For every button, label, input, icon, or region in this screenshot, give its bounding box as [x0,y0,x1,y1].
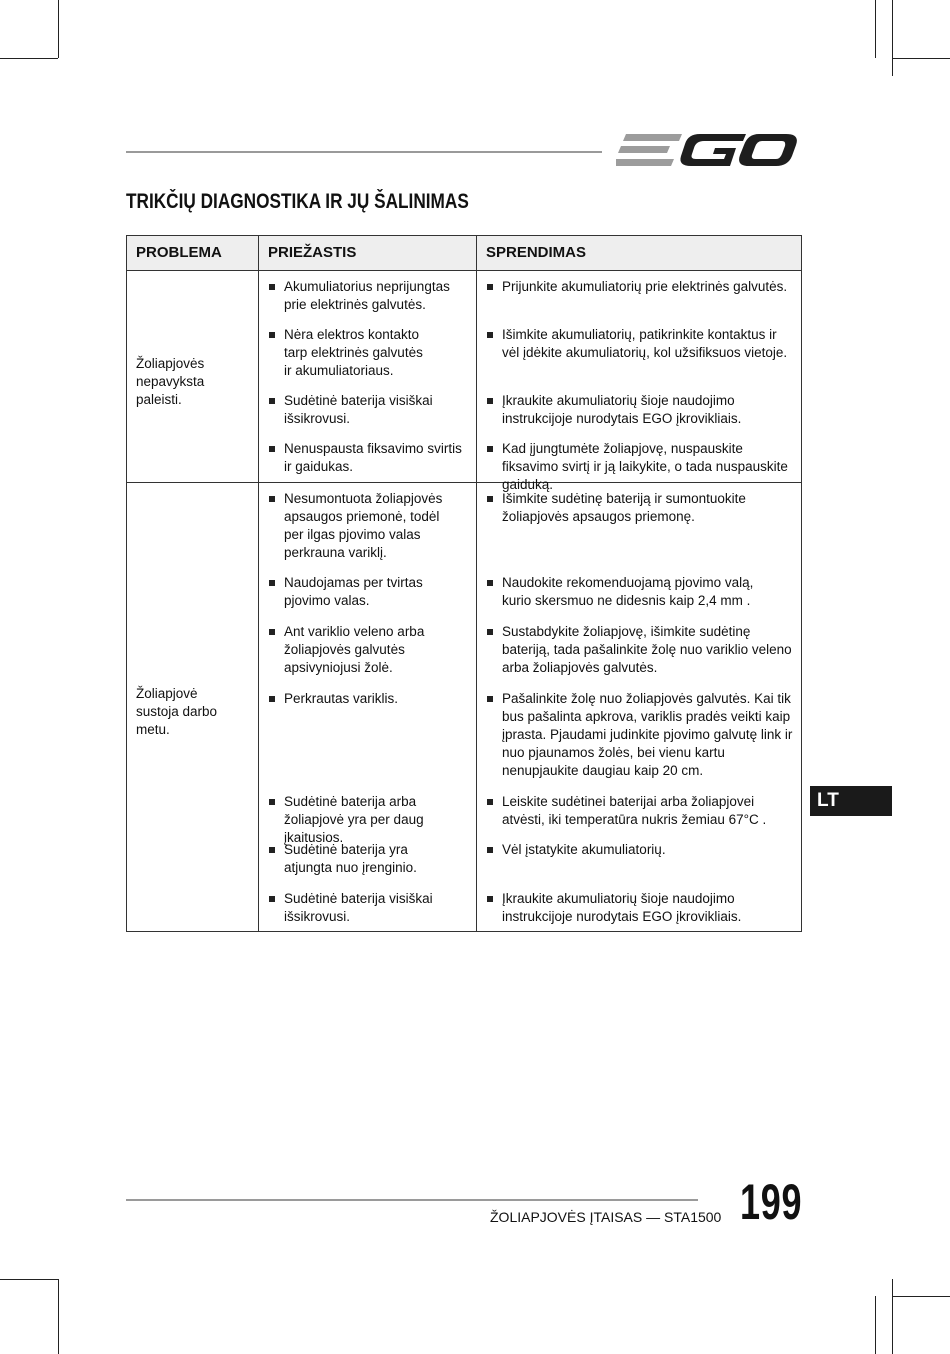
bullet-icon [269,332,275,338]
crop-mark [892,58,950,59]
solution-item: Įkraukite akumuliatorių šioje naudojimo instrukcijoje nurodytais EGO įkrovikliais. [477,385,801,433]
solution-cell [477,271,802,492]
bullet-icon [487,896,493,902]
crop-mark [875,0,876,58]
cause-item: Perkrautas variklis. [259,683,476,786]
bullet-icon [487,332,493,338]
bullet-icon [269,446,275,452]
solution-item: Naudokite rekomenduojamą pjovimo valą, kurio skersmuo ne didesnis kaip 2,4 mm . [477,567,801,616]
footer-product-title: ŽOLIAPJOVĖS ĮTAISAS — STA1500 [490,1209,722,1225]
cause-item: Sudėtinė baterija yra atjungta nuo įrenginio. [259,834,476,883]
bullet-icon [487,799,493,805]
solution-item: Išimkite sudėtinę bateriją ir sumontuokite žoliapjovės apsaugos priemonę. [477,483,801,567]
problem-cell: Žoliapjovės nepavyksta paleisti. [127,271,259,483]
solution-item: Leiskite sudėtinei baterijai arba žoliapjovei atvėsti, iki temperatūra nukris žemiau 67°C . [477,786,801,834]
solution-item: Vėl įstatykite akumuliatorių. [477,834,801,883]
problem-cell: Žoliapjovė sustoja darbo metu. [127,483,259,932]
bullet-icon [487,629,493,635]
page-number: 199 [740,1174,803,1230]
footer-rule [126,1199,698,1201]
solution-item: Įkraukite akumuliatorių šioje naudojimo instrukcijoje nurodytais EGO įkrovikliais. [477,883,801,931]
bullet-icon [487,580,493,586]
solution-cell [477,483,802,932]
crop-mark [58,1279,59,1354]
cause-item: Sudėtinė baterija visiškai išsikrovusi. [259,385,476,433]
crop-mark [0,1279,58,1280]
bullet-icon [269,896,275,902]
cause-item: Akumuliatorius neprijungtas prie elektrinės galvutės. [259,271,476,319]
cause-item: Nenuspausta fiksavimo svirtis ir gaidukas. [259,433,476,482]
ego-logo [616,128,800,172]
bullet-icon [487,398,493,404]
solution-item: Prijunkite akumuliatorių prie elektrinės galvutės. [477,271,801,319]
table-row [127,483,802,932]
bullet-icon [487,446,493,452]
bullet-icon [487,847,493,853]
bullet-icon [269,398,275,404]
column-header-problem: PROBLEMA [127,236,259,271]
cause-item: Ant variklio veleno arba žoliapjovės galvutės apsivyniojusi žolė. [259,616,476,683]
column-header-solution: SPRENDIMAS [477,236,802,271]
crop-mark [892,1296,950,1297]
cause-item: Naudojamas per tvirtas pjovimo valas. [259,567,476,616]
cause-cell [259,271,477,483]
cause-item: Sudėtinė baterija visiškai išsikrovusi. [259,883,476,931]
cause-item: Nesumontuota žoliapjovės apsaugos priemonė, todėl per ilgas pjovimo valas perkrauna variklį. [259,483,476,567]
cause-cell [259,483,477,932]
crop-mark [892,0,893,76]
solution-item: Kad įjungtumėte žoliapjovę, nuspauskite fiksavimo svirtį ir ją laikykite, o tada nuspauskite gaiduką. [477,433,801,482]
bullet-icon [269,696,275,702]
cause-item: Nėra elektros kontakto tarp elektrinės galvutės ir akumuliatoriaus. [259,319,476,385]
bullet-icon [487,284,493,290]
cause-item: Sudėtinė baterija arba žoliapjovė yra per daug įkaitusios. [259,786,476,834]
crop-mark [58,0,59,58]
solution-item: Išimkite akumuliatorių, patikrinkite kontaktus ir vėl įdėkite akumuliatorių, kol užsifiksuos vietoje. [477,319,801,385]
crop-mark [0,58,58,59]
troubleshooting-table [126,235,802,932]
crop-mark [875,1296,876,1354]
header-rule [126,151,602,153]
table-header-row [127,236,802,271]
language-tab: LT [810,786,892,816]
bullet-icon [487,496,493,502]
page-title: TRIKČIŲ DIAGNOSTIKA IR JŲ ŠALINIMAS [126,190,469,213]
column-header-cause: PRIEŽASTIS [259,236,477,271]
bullet-icon [269,629,275,635]
table-row [127,271,802,483]
bullet-icon [487,696,493,702]
bullet-icon [269,847,275,853]
bullet-icon [269,284,275,290]
bullet-icon [269,580,275,586]
solution-item: Sustabdykite žoliapjovę, išimkite sudėtinę bateriją, tada pašalinkite žolę nuo variklio veleno arba žoliapjovės galvutės. [477,616,801,683]
crop-mark [892,1279,893,1354]
bullet-icon [269,496,275,502]
solution-item: Pašalinkite žolę nuo žoliapjovės galvutės. Kai tik bus pašalinta apkrova, variklis pradės veikti kaip įprasta. Pjaudami judinkite pjovimo galvutę link ir nuo pjaunamos žolės, bei vienu kartu nenupjaukite daugiau kaip 20 cm. [477,683,801,786]
bullet-icon [269,799,275,805]
